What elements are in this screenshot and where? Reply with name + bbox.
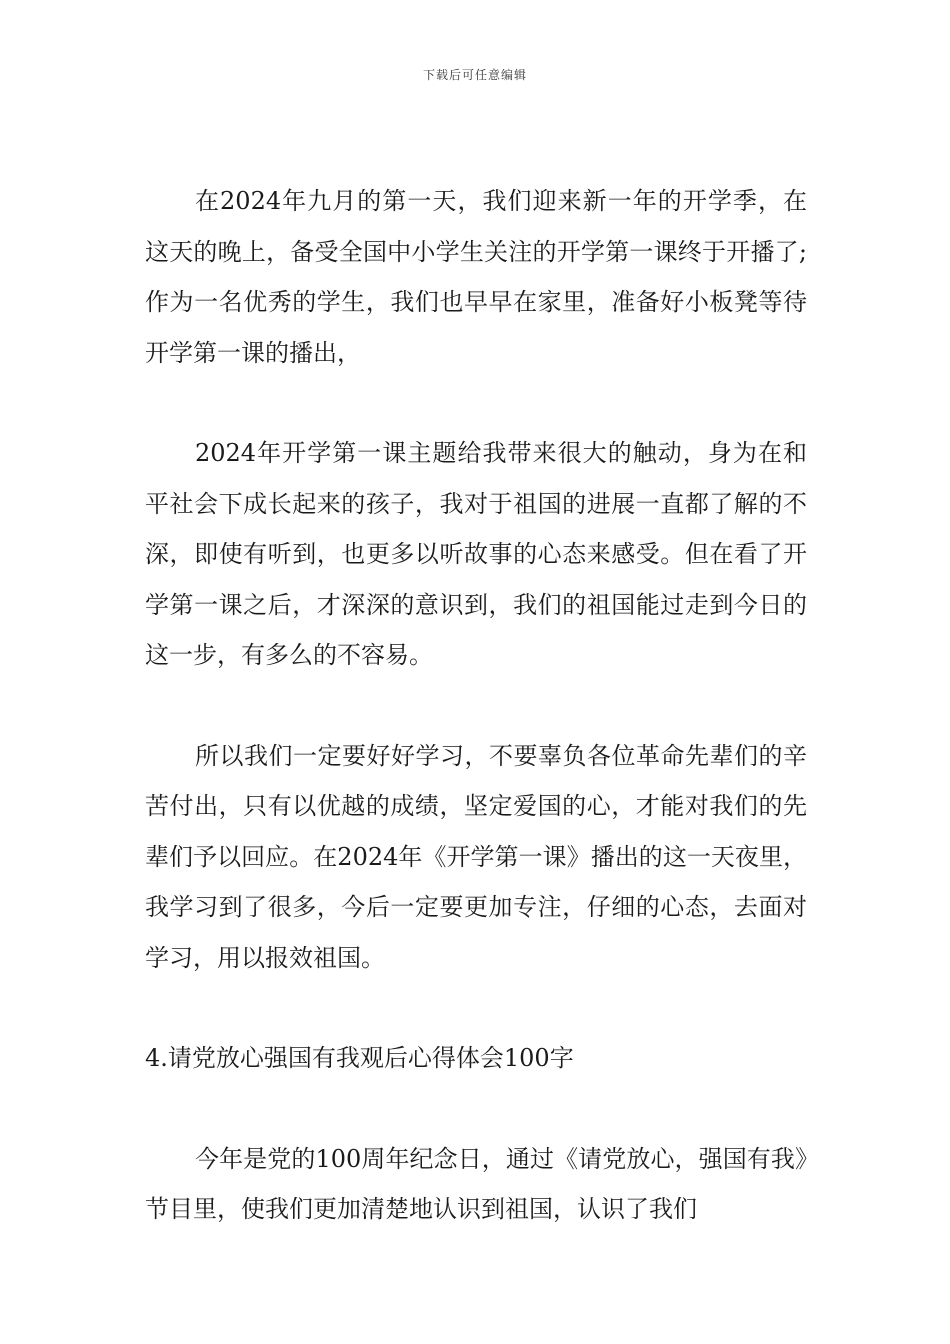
paragraph-1: 在2024年九月的第一天，我们迎来新一年的开学季，在这天的晚上，备受全国中小学生关注的开学第一课终于开播了;作为一名优秀的学生，我们也早早在家里，准备好小板凳等待开学第一课的播出， <box>145 187 807 367</box>
section-heading: 4.请党放心强国有我观后心得体会100字 <box>145 1044 574 1072</box>
document-body <box>145 176 807 1235</box>
paragraph-3: 所以我们一定要好好学习，不要辜负各位革命先辈们的辛苦付出，只有以优越的成绩，坚定爱国的心，才能对我们的先辈们予以回应。在2024年《开学第一课》播出的这一天夜里，我学习到了很多，今后一定要更加专注，仔细的心态，去面对学习，用以报效祖国。 <box>145 741 807 972</box>
paragraph-4: 今年是党的100周年纪念日，通过《请党放心，强国有我》节目里，使我们更加清楚地认识到祖国，认识了我们 <box>145 1144 807 1223</box>
paragraph-2: 2024年开学第一课主题给我带来很大的触动，身为在和平社会下成长起来的孩子，我对于祖国的进展一直都了解的不深，即使有听到，也更多以听故事的心态来感受。但在看了开学第一课之后，才深深的意识到，我们的祖国能过走到今日的这一步，有多么的不容易。 <box>145 439 807 669</box>
page-header-note: 下载后可任意编辑 <box>422 68 527 82</box>
